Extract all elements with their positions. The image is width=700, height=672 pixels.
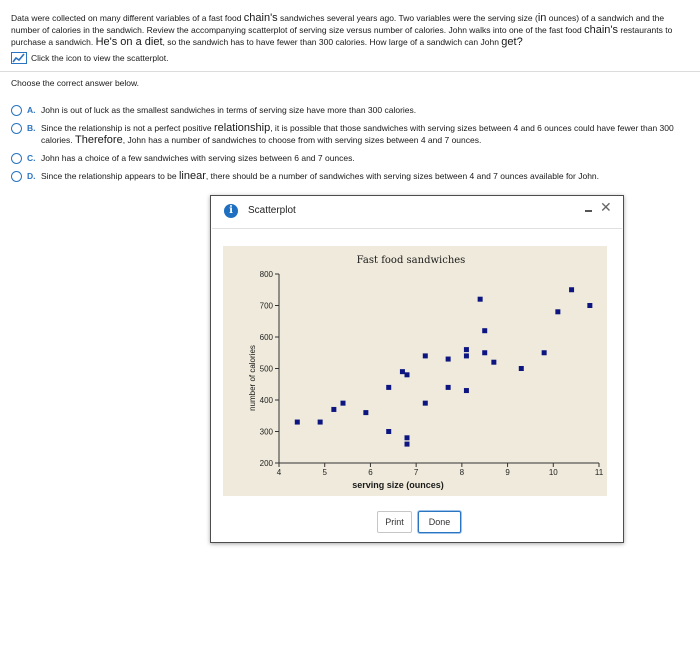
- x-tick-label: 4: [276, 468, 282, 477]
- y-tick-label: 800: [259, 270, 273, 279]
- x-tick-label: 7: [413, 468, 419, 477]
- scatterplot-chart: [223, 246, 607, 496]
- data-point: [318, 420, 323, 425]
- option-a-radio[interactable]: [11, 105, 22, 116]
- data-point: [363, 410, 368, 415]
- data-point: [446, 357, 451, 362]
- plot-background: [223, 246, 607, 496]
- option-c-letter: C.: [27, 153, 36, 163]
- option-d[interactable]: [11, 170, 681, 182]
- data-point: [464, 388, 469, 393]
- option-b-text: Since the relationship is not a perfect positive relationship, it is possible that those sandwiches with serving sizes between 4 and 6 ounces could have fewer than 300 calories. Therefore, John has a number of sandwiches to choose from with serving sizes between 4 and 7 ounces.: [41, 122, 674, 146]
- view-scatterplot-label[interactable]: Click the icon to view the scatterplot.: [31, 53, 169, 63]
- option-a-letter: A.: [27, 105, 36, 115]
- data-point: [482, 328, 487, 333]
- option-c-text: John has a choice of a few sandwiches with serving sizes between 6 and 7 ounces.: [41, 153, 355, 163]
- data-point: [478, 297, 483, 302]
- x-tick-label: 9: [505, 468, 510, 477]
- data-point: [464, 347, 469, 352]
- scatterplot-dialog: [210, 195, 624, 543]
- data-point: [569, 287, 574, 292]
- x-tick-label: 8: [459, 468, 465, 477]
- x-tick-label: 5: [322, 468, 327, 477]
- data-point: [555, 309, 560, 314]
- data-point: [587, 303, 592, 308]
- data-point: [542, 350, 547, 355]
- data-point: [464, 353, 469, 358]
- print-button[interactable]: Print: [377, 511, 412, 533]
- minimize-button[interactable]: [583, 202, 595, 216]
- data-point: [400, 369, 405, 374]
- y-axis-label: number of calories: [248, 345, 257, 411]
- data-point: [386, 429, 391, 434]
- data-point: [405, 435, 410, 440]
- option-d-text: Since the relationship appears to be linear, there should be a number of sandwiches with serving sizes between 4 and 7 ounces available for John.: [41, 170, 600, 182]
- info-icon: i: [224, 204, 238, 218]
- data-point: [331, 407, 336, 412]
- minimize-icon: [585, 210, 592, 212]
- option-a[interactable]: [11, 104, 681, 116]
- chart-line-icon[interactable]: [11, 52, 27, 64]
- x-tick-label: 6: [368, 468, 373, 477]
- data-point: [386, 385, 391, 390]
- question-text: Data were collected on many different variables of a fast food chain's sandwiches several years ago. Two variables were the serving size (in ounces) of a sandwich and the number of calories in the sandwich. Review the accompanying scatterplot of serving size versus number of calories. John walks into one of the fast food chain's restaurants to purchase a sandwich. He's on a diet, so the sandwich has to have fewer than 300 calories. How large of a sandwich can John get?: [11, 12, 673, 48]
- close-icon: ✕: [600, 199, 612, 215]
- y-tick-label: 300: [259, 427, 273, 437]
- y-tick-label: 600: [259, 333, 273, 342]
- view-scatterplot-link[interactable]: [11, 51, 168, 65]
- data-point: [405, 372, 410, 377]
- data-point: [482, 350, 487, 355]
- close-button[interactable]: [600, 200, 614, 214]
- y-tick-label: 700: [259, 301, 273, 311]
- done-button[interactable]: Done: [418, 511, 461, 533]
- option-c-radio[interactable]: [11, 153, 22, 164]
- chart-title: Fast food sandwiches: [356, 255, 466, 266]
- data-point: [491, 360, 496, 365]
- data-point: [423, 353, 428, 358]
- y-tick-label: 200: [259, 459, 273, 468]
- data-point: [446, 385, 451, 390]
- x-tick-label: 11: [594, 468, 604, 477]
- data-point: [295, 420, 300, 425]
- option-d-letter: D.: [27, 171, 36, 181]
- x-tick-label: 10: [548, 468, 558, 477]
- divider: [0, 71, 700, 72]
- instruction-text: Choose the correct answer below.: [11, 78, 140, 88]
- y-tick-label: 500: [259, 364, 273, 374]
- dialog-divider: [212, 228, 622, 229]
- dialog-title: Scatterplot: [248, 205, 296, 216]
- data-point: [423, 401, 428, 406]
- y-tick-label: 400: [259, 396, 273, 405]
- option-c[interactable]: [11, 152, 681, 164]
- data-point: [519, 366, 524, 371]
- option-b-radio[interactable]: [11, 123, 22, 134]
- option-a-text: John is out of luck as the smallest sandwiches in terms of serving size have more than 300 calories.: [41, 105, 417, 115]
- option-b[interactable]: [11, 122, 681, 146]
- option-d-radio[interactable]: [11, 171, 22, 182]
- x-axis-label: serving size (ounces): [352, 480, 444, 490]
- data-point: [405, 442, 410, 447]
- data-point: [341, 401, 346, 406]
- option-b-letter: B.: [27, 123, 36, 133]
